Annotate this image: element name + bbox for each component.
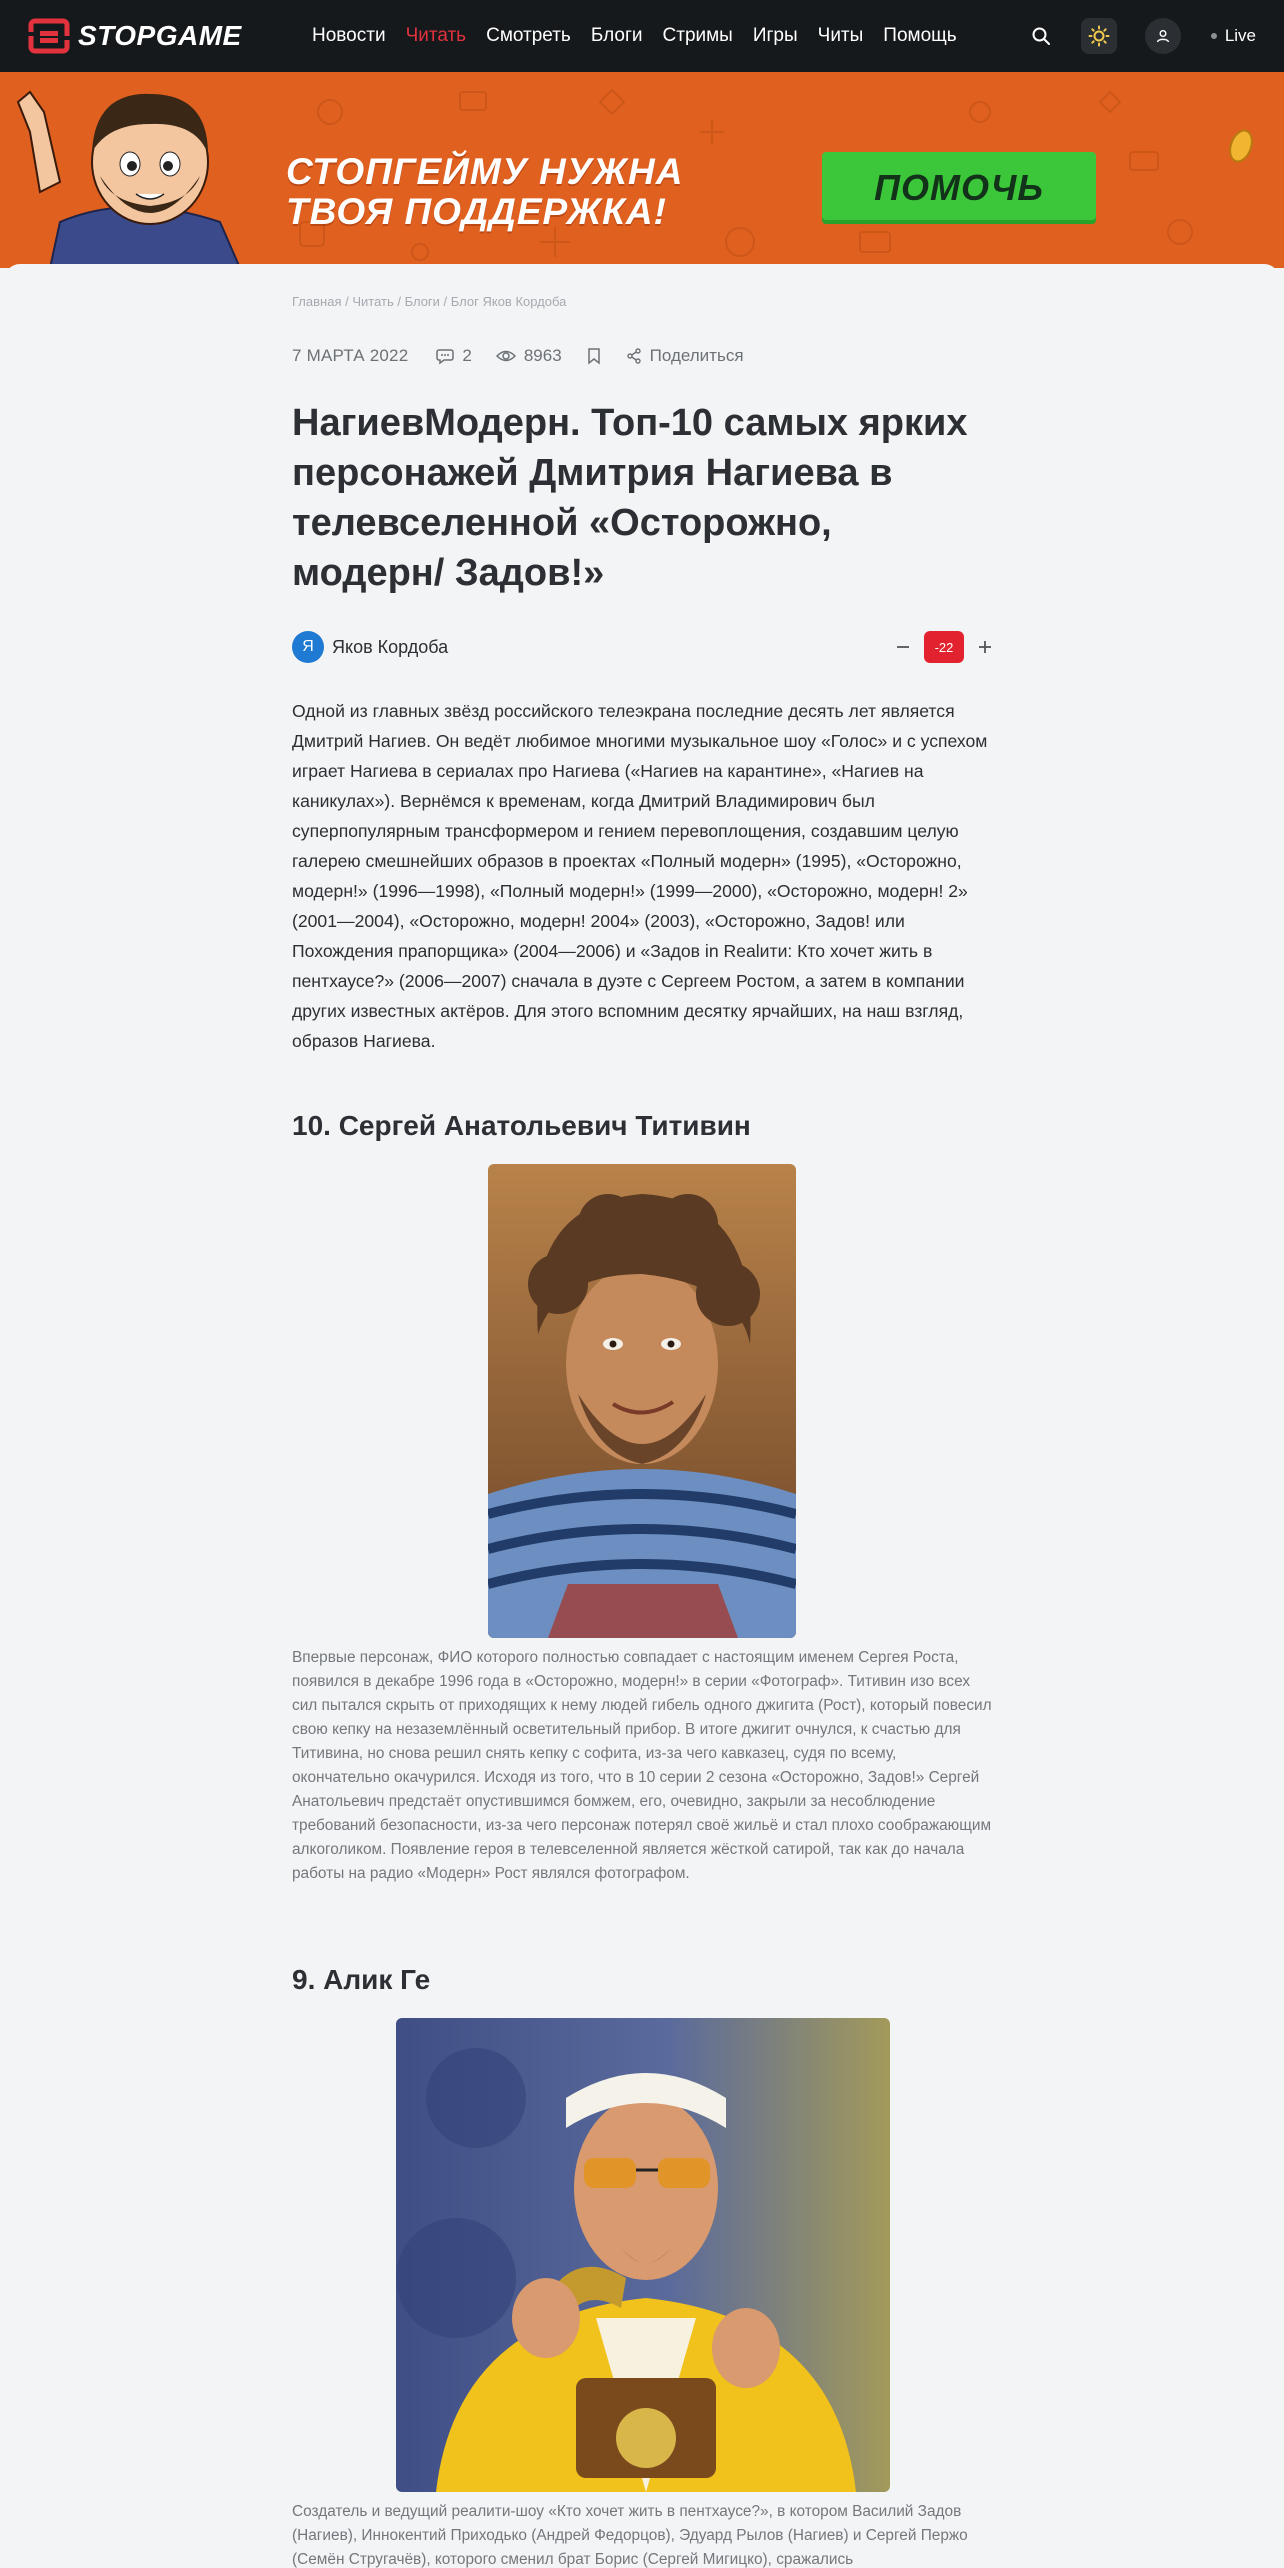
mascot-illustration: [0, 72, 260, 268]
article-lead: Одной из главных звёзд российского телеэкрана последние десять лет является Дмитрий Нагиев. Он ведёт любимое многими музыкальное шоу «Голос» и с успехом играет Нагиева в сериалах про Нагиева («Нагиев на карантине», «Нагиев на каникулах»). Вернёмся к временам, когда Дмитрий Владимирович был суперпопулярным трансформером и гением перевоплощения, создавшим целую галерею смешнейших образов в проектах «Полный модерн» (1995), «Осторожно, модерн!» (1996—1998), «Полный модерн!» (1999—2000), «Осторожно, модерн! 2» (2001—2004), «Осторожно, модерн! 2004» (2003), «Осторожно, Задов! или Похождения прапорщика» (2004—2006) и «Задов in Realити: Кто хочет жить в пентхаусе?» (2006—2007) сначала в дуэте с Сергеем Ростом, а затем в компании других известных актёров. Для этого вспомним десятку ярчайших, на наш взгляд, образов Нагиева.: [292, 701, 988, 1051]
live-label: Live: [1224, 26, 1256, 45]
section-heading-9: 9. Алик Ге: [292, 1964, 431, 1995]
breadcrumb-item-blog[interactable]: Блог Яков Кордоба: [450, 294, 567, 309]
stopgame-logo[interactable]: [28, 18, 242, 54]
banner-line-2: ТВОЯ ПОДДЕРЖКА!: [286, 191, 667, 232]
help-button[interactable]: ПОМОЧЬ: [822, 152, 1096, 224]
comment-count: 2: [462, 346, 472, 365]
breadcrumb-item-blogs[interactable]: Блоги: [404, 294, 440, 309]
avatar[interactable]: Я: [292, 631, 324, 663]
banner-headline: [286, 152, 684, 232]
sun-icon: [1088, 25, 1110, 47]
rating-value: -22: [924, 631, 964, 663]
support-banner[interactable]: [0, 72, 1284, 268]
search-button[interactable]: [1023, 18, 1059, 54]
section-caption-9: Создатель и ведущий реалити-шоу «Кто хочет жить в пентхаусе?», в котором Василий Задов (Нагиев), Иннокентий Приходько (Андрей Федорцов), Эдуард Рылов (Нагиев) и Сергей Пержо (Семён Стругачёв), которого сменил брат Борис (Сергей Мигицко), сражались: [292, 2503, 968, 2568]
section-caption-10: Впервые персонаж, ФИО которого полностью совпадает с настоящим именем Сергея Роста, появился в декабре 1996 года в «Осторожно, модерн!» в серии «Фотограф». Титивин изо всех сил пытался скрыть от приходящих к нему людей гибель одного джигита (Рост), который повесил свою кепку на незаземлённый осветительный прибор. В итоге джигит очнулся, к счастью для Титивина, но снова решил снять кепку с софита, из-за чего кавказец, судя по всему, окончательно окачурился. Исходя из того, что в 10 серии 2 сезона «Осторожно, Задов!» Сергей Анатольевич предстаёт опустившимся бомжем, его, очевидно, закрыли за несоблюдение требований безопасности, из-за чего персонаж потерял своё жильё и стал плохо соображающим алкоголиком. Появление героя в телевселенной является жёсткой сатирой, так как до начала работы на радио «Модерн» Рост являлся фотографом.: [292, 1649, 992, 1882]
article-title: НагиевМодерн. Топ-10 самых ярких персонажей Дмитрия Нагиева в телевселенной «Осторожно, модерн/ Задов!»: [292, 402, 968, 594]
article-date: 7 МАРТА 2022: [292, 346, 409, 365]
banner-line-1: СТОПГЕЙМУ НУЖНА: [286, 151, 684, 192]
downvote-button[interactable]: [892, 636, 914, 658]
logo-mark-icon: [28, 18, 70, 54]
article-meta: [292, 344, 996, 368]
header-actions: [1023, 0, 1256, 72]
nav-item-news[interactable]: Новости: [312, 25, 386, 46]
nav-item-watch[interactable]: Смотреть: [486, 25, 571, 46]
author-row: [292, 629, 996, 665]
comment-icon: [436, 347, 454, 365]
bookmark-button[interactable]: [586, 347, 602, 365]
comments-link[interactable]: [436, 346, 471, 366]
rating-widget: [892, 629, 996, 665]
titivin-photo[interactable]: [488, 1164, 796, 1638]
live-dot-icon: [1211, 33, 1217, 39]
share-button[interactable]: [626, 346, 744, 366]
search-icon: [1031, 26, 1051, 46]
breadcrumb-item-home[interactable]: Главная: [292, 294, 342, 309]
plus-icon: [978, 640, 992, 654]
breadcrumb-item-read[interactable]: Читать: [352, 294, 394, 309]
share-label: Поделиться: [649, 346, 744, 365]
share-icon: [626, 348, 642, 364]
author-name[interactable]: Яков Кордоба: [332, 636, 449, 657]
eye-icon: [496, 348, 516, 364]
nav-item-read[interactable]: Читать: [405, 25, 467, 46]
logo-text: STOPGAME: [78, 20, 242, 51]
nav-item-blogs[interactable]: Блоги: [590, 25, 643, 46]
alik-ge-photo[interactable]: [396, 2018, 890, 2492]
theme-toggle-button[interactable]: [1081, 18, 1117, 54]
breadcrumb-separator: /: [341, 294, 353, 309]
alik-ge-image: [396, 2018, 890, 2492]
view-count: 8963: [523, 346, 562, 365]
nav-item-games[interactable]: Игры: [752, 25, 798, 46]
nav-item-help[interactable]: Помощь: [883, 25, 957, 46]
top-navigation-bar: [0, 0, 1284, 72]
breadcrumb-separator: /: [393, 294, 405, 309]
user-icon: [1156, 29, 1170, 43]
views-counter: [496, 346, 562, 366]
coin-icon: [1226, 126, 1256, 166]
live-link[interactable]: [1211, 26, 1256, 46]
article-container: [4, 264, 1280, 2568]
bookmark-icon: [586, 347, 602, 365]
titivin-image: [488, 1164, 796, 1638]
user-button[interactable]: [1145, 18, 1181, 54]
breadcrumb-separator: /: [439, 294, 451, 309]
upvote-button[interactable]: [974, 636, 996, 658]
nav-item-cheats[interactable]: Читы: [817, 25, 864, 46]
nav-item-streams[interactable]: Стримы: [662, 25, 733, 46]
breadcrumb: [292, 294, 996, 309]
section-heading-10: 10. Сергей Анатольевич Титивин: [292, 1110, 751, 1141]
main-nav: [312, 0, 977, 72]
minus-icon: [896, 640, 910, 654]
